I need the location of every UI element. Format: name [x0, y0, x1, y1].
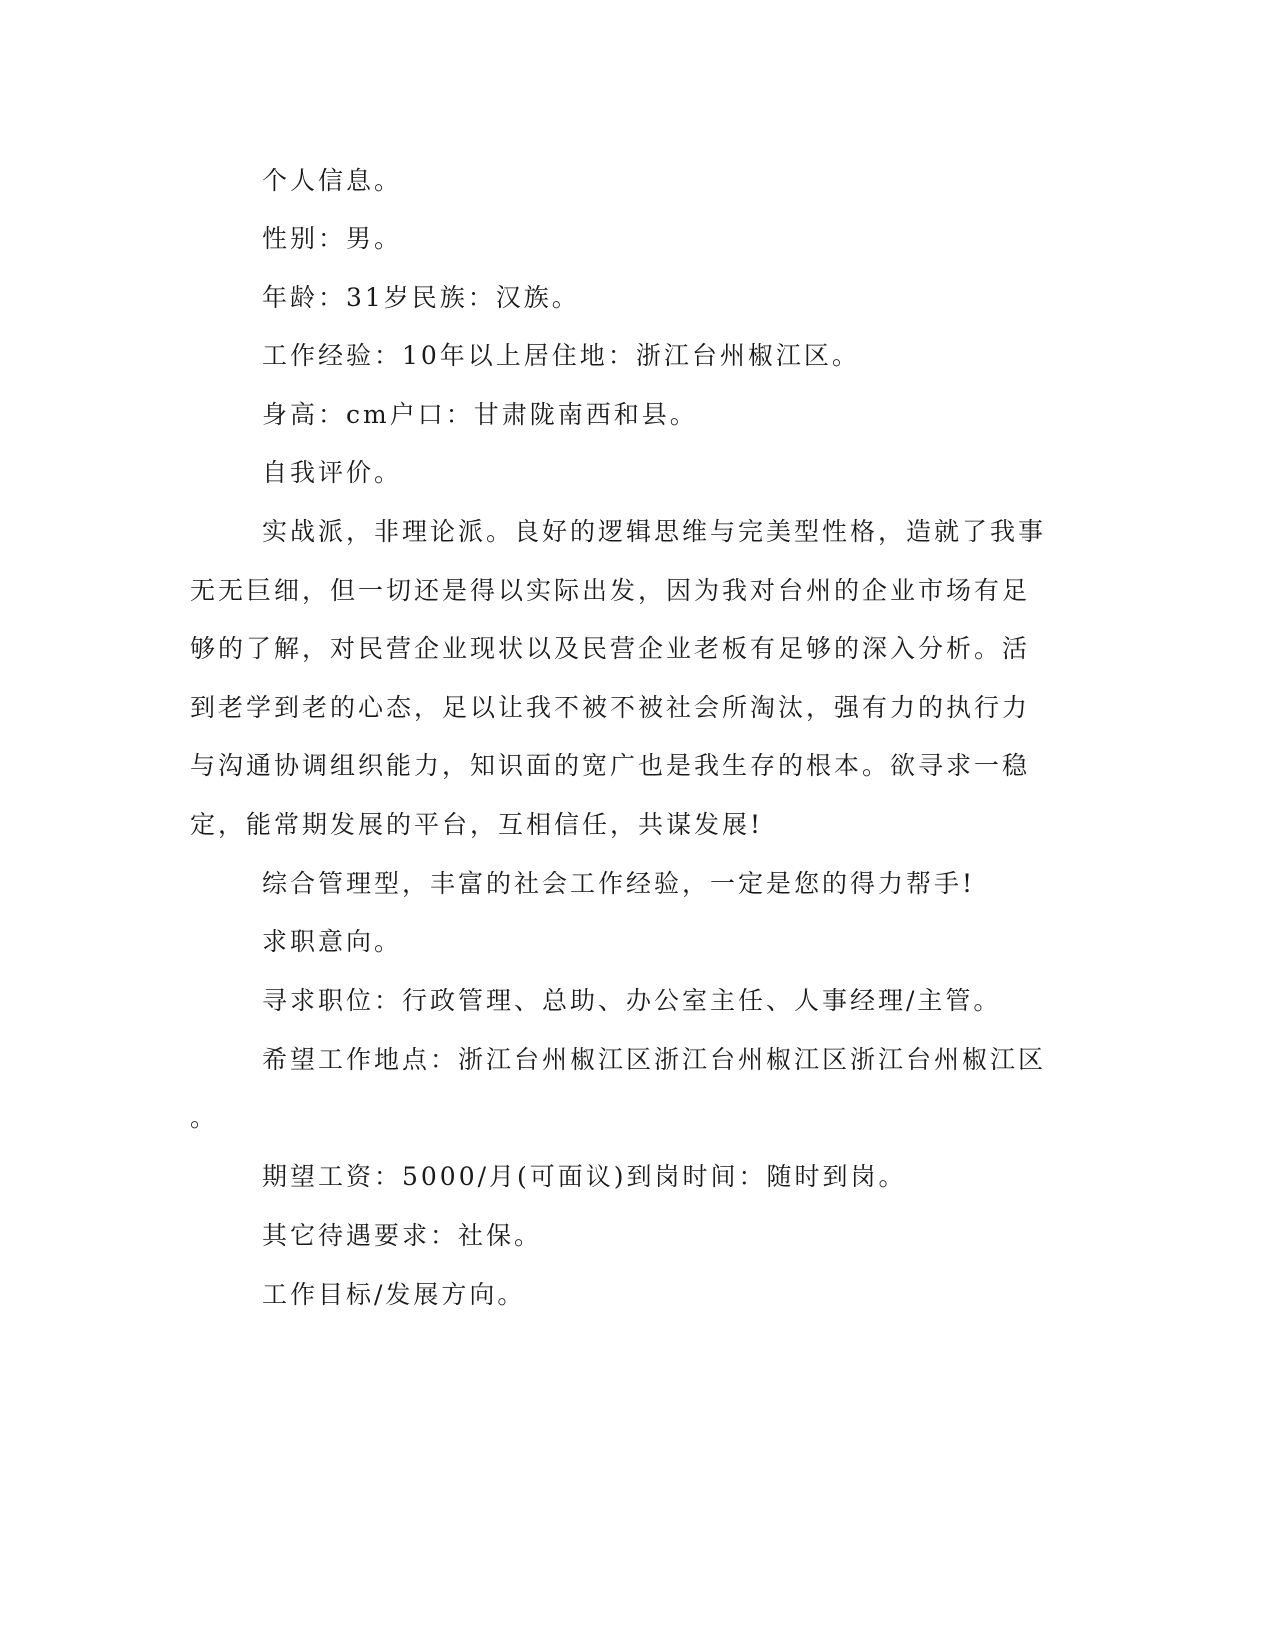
experience-residence-line: 工作经验：10年以上居住地：浙江台州椒江区。 — [262, 341, 860, 370]
desired-location-tail: 。 — [190, 1103, 219, 1132]
personal-info-heading: 个人信息。 — [262, 166, 403, 195]
height-hukou-line: 身高：cm户口：甘肃陇南西和县。 — [262, 400, 698, 429]
self-eval-line: 实战派，非理论派。良好的逻辑思维与完美型性格，造就了我事 — [262, 517, 1047, 546]
gender-line: 性别：男。 — [262, 224, 403, 253]
self-eval-heading: 自我评价。 — [262, 458, 403, 487]
salary-availability-line: 期望工资：5000/月(可面议)到岗时间：随时到岗。 — [262, 1162, 907, 1191]
desired-location-line: 希望工作地点：浙江台州椒江区浙江台州椒江区浙江台州椒江区 — [262, 1045, 1047, 1074]
goal-heading: 工作目标/发展方向。 — [262, 1280, 526, 1309]
summary-line: 综合管理型，丰富的社会工作经验，一定是您的得力帮手! — [262, 869, 976, 898]
self-eval-line: 够的了解，对民营企业现状以及民营企业老板有足够的深入分析。活 — [190, 634, 1031, 663]
age-ethnicity-line: 年龄：31岁民族：汉族。 — [262, 283, 580, 312]
desired-position-line: 寻求职位：行政管理、总助、办公室主任、人事经理/主管。 — [262, 986, 1002, 1015]
self-eval-line: 与沟通协调组织能力，知识面的宽广也是我生存的根本。欲寻求一稳 — [190, 751, 1031, 780]
job-intent-heading: 求职意向。 — [262, 927, 403, 956]
self-eval-line: 无无巨细，但一切还是得以实际出发，因为我对台州的企业市场有足 — [190, 576, 1031, 605]
other-benefits-line: 其它待遇要求：社保。 — [262, 1221, 543, 1250]
self-eval-line: 到老学到老的心态，足以让我不被不被社会所淘汰，强有力的执行力 — [190, 693, 1031, 722]
self-eval-line: 定，能常期发展的平台，互相信任，共谋发展! — [190, 810, 764, 839]
